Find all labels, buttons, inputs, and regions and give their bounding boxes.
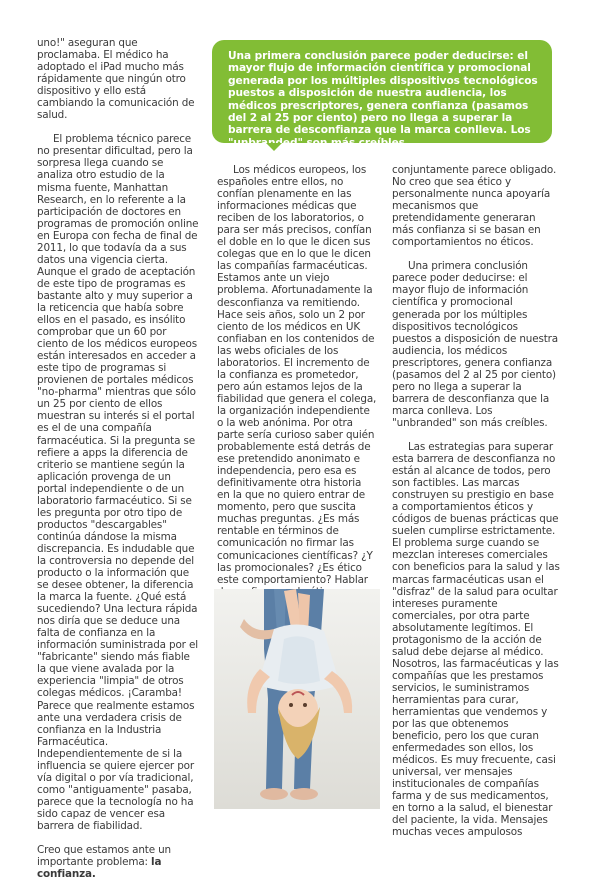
pull-quote-callout (212, 40, 552, 149)
article-column-2 (217, 164, 377, 598)
paragraph (37, 844, 199, 880)
photo-illustration (214, 589, 380, 809)
paragraph: Los médicos europeos, los españoles entre ellos, no confían plenamente en las informaciones médicas que reciben de los laboratorios, o para ser más precisos, confían el doble en lo que le dicen sus colegas que en lo que le dicen las compañías farmacéuticas. Estamos ante un viejo problema. Afortunadamente la desconfianza va remitiendo. Hace seis años, solo un 2 por ciento de los médicos en UK confiaban en los contenidos de las webs oficiales de los laboratorios. El incremento de la confianza es prometedor, pero aún estamos lejos de la fiabilidad que genera el colega, la organización independiente o la web anónima. Por otra parte sería curioso saber quién probablemente está detrás de ese pretendido anonimato e independencia, pero esa es definitivamente otra historia en la que no quiero entrar de momento, pero que suscita muchas preguntas. ¿Es más rentable en términos de comunicación no firmar las comunicaciones científicas? ¿Y las promocionales? ¿Es ético este comportamiento? Hablar (217, 164, 377, 586)
paragraph: Las estrategias para superar esta barrera de desconfianza no están al alcance de todos, pero son factibles. Las marcas construyen su prestigio en base a comportamientos éticos y códigos de buenas prácticas que suelen cumplirse estrictamente. El problema surge cuando se mezclan intereses comerciales con beneficios para la salud y las marcas farmacéuticas usan el "disfraz" de la salud para ocultar intereses puramente comerciales, por otra parte absolutamente legítimos. El protagonismo de la acción de salud debe dejarse al médico. Nosotros, las farmacéuticas y las compañías que les prestamos servicios, le suministramos herramientas para curar, herramientas que vendemos y por las que obtenemos beneficio, pero los que curan enfermedades son ellos, los médicos. Es muy frecuente, casi universal, ver mensajes institucionales de compañías farma y de sus medicamentos, en torno a la salud, el bienestar del paciente, la vida. Mensajes muchas veces ampulosos (392, 440, 560, 839)
emphasis-text: la confianza. (37, 856, 162, 880)
pull-quote-text: Una primera conclusión parece poder deducirse: el mayor flujo de información científica y promocional generada por los múltiples dispositivos tecnológicos puestos a disposición de nuestra audiencia, los médicos prescriptores, genera confianza (pasamos del 2 al 25 por ciento) pero no llega a superar la barrera de desconfianza que la marca conlleva. Los "unbranded" son más creíbles. (228, 50, 538, 149)
paragraph-text: Creo que estamos ante un importante problema: (37, 844, 171, 869)
paragraph: uno!" aseguran que proclamaba. El médico ha adoptado el iPad mucho más rápidamente que ningún otro dispositivo y ello está cambiando la comunicación de salud. (37, 37, 195, 122)
paragraph: conjuntamente parece obligado. No creo que sea ético y personalmente nunca apoyaría mecanismos que pretendidamente generaran más confianza si se basan en comportamientos no éticos. (392, 164, 557, 249)
article-column-3 (392, 164, 560, 839)
article-column-1 (37, 37, 199, 880)
paragraph: El problema técnico parece no presentar dificultad, pero la sorpresa llega cuando se analiza otro estudio de la misma fuente, Manhattan Research, en lo referente a la participación de doctores en programas de promoción online en Europa con fecha de final de 2011, lo que todavía da a sus datos una vigencia cierta. Aunque el grado de aceptación de este tipo de programas es bastante alto y muy superior a la reticencia que había sobre ellos en el pasado, es insólito comprobar que un 60 por ciento de los médicos europeos están interesados en acceder a este tipo de programas si provienen de portales médicos "no-pharma" mientras que sólo un 25 por ciento de ellos muestran su interés si el portal es el de una compañía farmacéutica. Si la pregunta se refiere a apps la diferencia de criterio se mantiene según la aplicación provenga de un portal independiente o de un laboratorio farmacéutico. Si se les pregunta por otro tipo de productos "descargables" continúa dándose la misma discrepancia. Es indudable que la controversia no depende del producto o la información que se desee obtener, la diferencia la marca la fuente. ¿Qué está sucediendo? Una lectura rápida nos diría que se deduce una falta de confianza en la información suministrada por el "fabricante" siendo más fiable la que viene avalada por la experiencia "limpia" de otros colegas médicos. ¡Caramba! Parece que realmente estamos ante una verdadera crisis de confianza en la Industria Farmacéutica. Independientemente de si la influencia se quiere ejercer por vía digital o por vía tradicional, como "antiguamente" pasaba, parece que la tecnología no ha sido capaz de vencer esa barrera de fiabilidad. (37, 133, 199, 832)
article-photo (214, 589, 380, 809)
paragraph: Una primera conclusión parece poder deducirse: el mayor flujo de información científica y promocional generada por los múltiples dispositivos tecnológicos puestos a disposición de nuestra audiencia, los médicos prescriptores, genera confianza (pasamos del 2 al 25 por ciento) pero no llega a superar la barrera de desconfianza que la marca conlleva. Los "unbranded" son más creíbles. (392, 260, 558, 429)
